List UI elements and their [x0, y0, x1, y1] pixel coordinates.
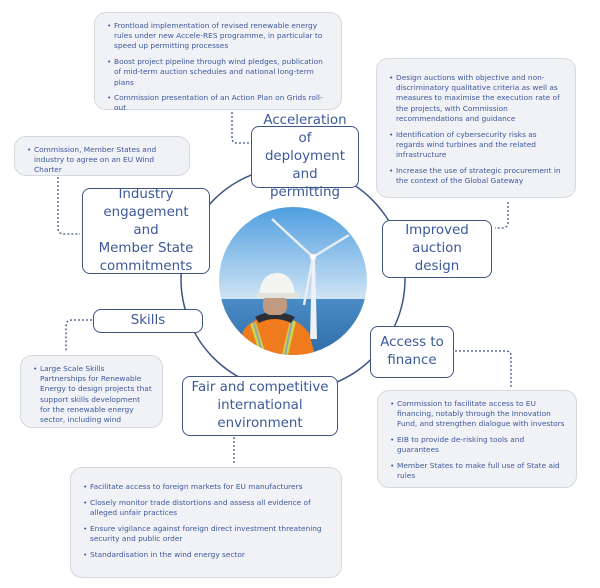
- detail-industry: [14, 136, 190, 176]
- node-fair[interactable]: [182, 376, 338, 436]
- node-title-line: engagement and: [103, 205, 189, 238]
- detail-item: • Boost project pipeline through wind pledges, publication of mid-term auction schedules and national long-term plans: [107, 57, 331, 88]
- connector-industry: [58, 177, 80, 234]
- connector-finance: [455, 351, 511, 388]
- node-title-line: and permitting: [270, 167, 340, 200]
- detail-acceleration: [94, 12, 342, 113]
- node-title-line: Improved: [405, 223, 469, 238]
- center-photo: [219, 207, 367, 355]
- detail-item: • Ensure vigilance against foreign direct investment threatening security and public order: [83, 524, 331, 544]
- node-title-line: finance: [387, 353, 437, 368]
- detail-item: • Large Scale Skills Partnerships for Renewable Energy to design projects that support skills development for the renewable energy sector, including wind: [33, 364, 152, 425]
- detail-fair: [70, 467, 342, 578]
- detail-item: • Closely monitor trade distortions and assess all evidence of alleged unfair practices: [83, 498, 331, 518]
- detail-auction: [376, 58, 576, 198]
- detail-item: • EIB to provide de-risking tools and guarantees: [390, 435, 566, 455]
- node-title-line: Industry: [118, 187, 174, 202]
- node-auction[interactable]: [382, 220, 492, 278]
- detail-item: • Identification of cybersecurity risks as regards wind turbines and the related infrastructure: [389, 130, 565, 161]
- node-title-line: Acceleration: [263, 113, 347, 128]
- node-title-line: international: [217, 398, 303, 413]
- detail-item: • Design auctions with objective and non-discriminatory qualitative criteria as well as measures to maximise the execution rate of the projects, with Commission recommendations and guidance: [389, 73, 565, 124]
- node-acceleration[interactable]: [251, 113, 359, 200]
- detail-item: • Commission presentation of an Action Plan on Grids roll-out: [107, 93, 331, 113]
- node-title-line: Access to: [380, 335, 444, 350]
- wind-turbine-worker-photo-icon: [219, 207, 367, 355]
- node-finance[interactable]: [370, 326, 454, 378]
- node-title-line: Skills: [130, 313, 166, 328]
- detail-item: • Facilitate access to foreign markets for EU manufacturers: [83, 482, 331, 492]
- node-title-line: auction design: [412, 241, 462, 274]
- detail-item: • Increase the use of strategic procurement in the context of the Global Gateway: [389, 166, 565, 186]
- connector-skills: [66, 320, 92, 352]
- detail-item: • Frontload implementation of revised renewable energy rules under new Accele-RES programme, in particular to speed up permitting processes: [107, 21, 331, 52]
- detail-item: • Commission to facilitate access to EU financing, notably through the Innovation Fund, and strengthen dialogue with investors: [390, 399, 566, 430]
- detail-item: • Commission, Member States and industry to agree on an EU Wind Charter: [27, 145, 179, 176]
- node-title-line: environment: [217, 416, 303, 431]
- detail-item: • Member States to make full use of State aid rules: [390, 461, 566, 481]
- detail-finance: [377, 390, 577, 488]
- connector-auction: [495, 202, 508, 228]
- detail-skills: [20, 355, 163, 428]
- node-industry[interactable]: [82, 188, 210, 274]
- node-title-line: commitments: [99, 259, 193, 274]
- connector-acceleration: [232, 112, 250, 143]
- node-title-line: Member State: [98, 241, 194, 256]
- node-title-line: Fair and competitive: [191, 380, 329, 395]
- node-title-line: of deployment: [264, 131, 346, 164]
- node-skills[interactable]: [93, 309, 203, 333]
- detail-item: • Standardisation in the wind energy sector: [83, 550, 331, 560]
